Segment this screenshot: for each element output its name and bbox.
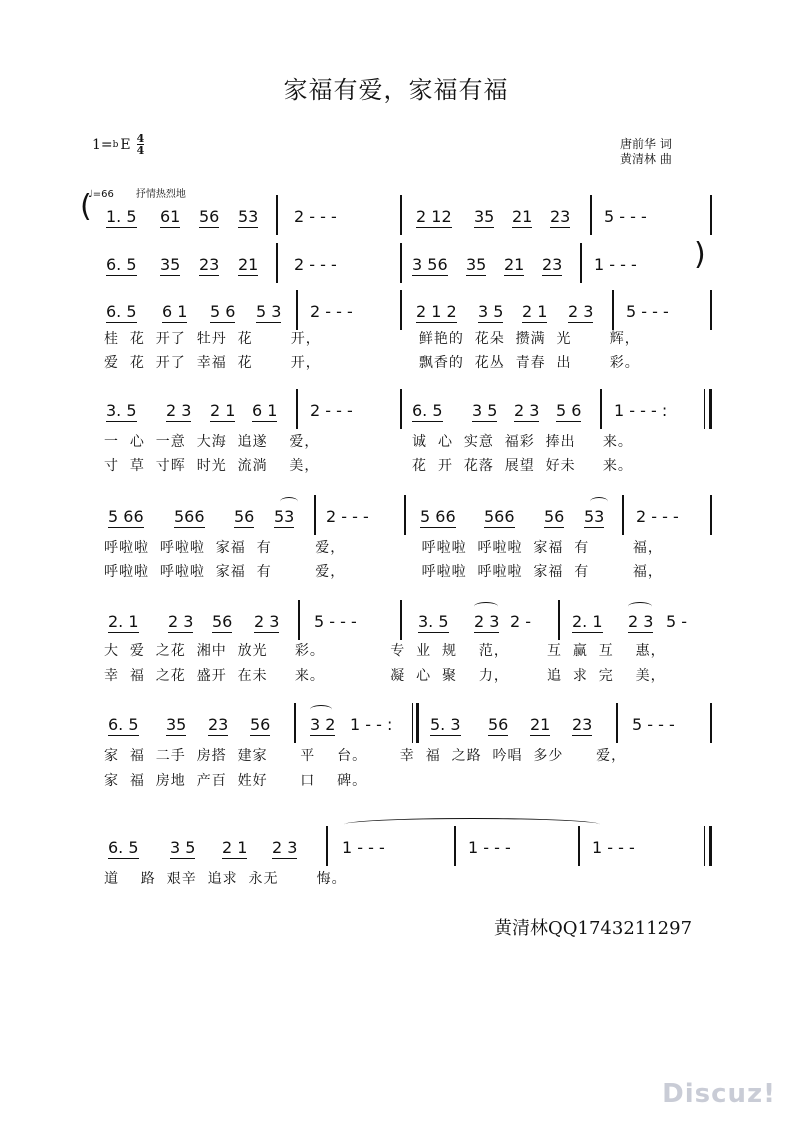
note-group: 35 [166, 715, 187, 734]
tempo-bpm: ♩=66 [88, 189, 114, 200]
barline [710, 195, 712, 235]
note-group: 5 66 [108, 507, 144, 526]
note-group: 2 3 [254, 612, 280, 631]
barline [578, 826, 580, 866]
note-group: 2 - - - [294, 207, 337, 226]
note-group: 6. 5 [106, 302, 137, 321]
note-group: 2 3 [272, 838, 298, 857]
note-group: 5 - - - [626, 302, 669, 321]
note-group: 2 1 2 [416, 302, 457, 321]
note-group: 56 [250, 715, 271, 734]
note-group: 5 6 [210, 302, 236, 321]
note-group: 53 [238, 207, 259, 226]
barline [710, 495, 712, 535]
repeat-paren-open: ( [80, 189, 92, 224]
note-group: 2 - - - [294, 255, 337, 274]
note-group: 5 - - - [632, 715, 675, 734]
barline [710, 290, 712, 330]
barline [400, 243, 402, 283]
note-group: 2 - - - [636, 507, 679, 526]
note-group: 23 [550, 207, 571, 226]
note-group: 566 [174, 507, 205, 526]
tie-mark [628, 602, 652, 611]
note-group: 23 [572, 715, 593, 734]
note-group: 2 3 [168, 612, 194, 631]
tie-mark [590, 497, 608, 506]
note-group: 1 - - - [594, 255, 637, 274]
note-group: 56 [199, 207, 220, 226]
repeat-barline-thick [709, 389, 712, 429]
time-top: 4 [136, 132, 145, 145]
note-group: 3 5 [478, 302, 504, 321]
note-group: 53 [584, 507, 605, 526]
credits [620, 137, 672, 167]
note-group: 2 - [510, 612, 532, 631]
barline [558, 600, 560, 640]
note-group: 56 [544, 507, 565, 526]
repeat-paren-close: ) [694, 237, 706, 272]
barline [314, 495, 316, 535]
note-group: 5 6 [556, 401, 582, 420]
note-group: 1 - - - [468, 838, 511, 857]
note-group: 23 [199, 255, 220, 274]
lyric-verse-1: 呼啦啦 呼啦啦 家福 有 爱， 呼啦啦 呼啦啦 家福 有 福， [104, 540, 663, 556]
note-group: 2 1 [522, 302, 548, 321]
note-group: 3. 5 [106, 401, 137, 420]
key-flat: b [112, 139, 119, 150]
final-barline [704, 826, 705, 866]
lyric-verse-1: 桂 花 开了 牡丹 花 开， 鲜艳的 花朵 攒满 光 辉， [104, 331, 640, 347]
note-group: 5 - - - [604, 207, 647, 226]
time-bottom: 4 [136, 144, 145, 157]
note-group: 3 56 [412, 255, 448, 274]
barline [710, 703, 712, 743]
lyric-verse-2: 寸 草 寸晖 时光 流淌 美， 花 开 花落 展望 好未 来。 [104, 458, 633, 474]
song-title: 家福有爱，家福有福 [283, 76, 509, 104]
note-group: 1. 5 [106, 207, 137, 226]
note-group: 6. 5 [412, 401, 443, 420]
note-group: 1 - - - : [614, 401, 668, 420]
tie-mark [280, 497, 298, 506]
note-group: 2 - - - [310, 401, 353, 420]
note-group: 21 [504, 255, 525, 274]
barline [296, 389, 298, 429]
note-group: 35 [474, 207, 495, 226]
tie-mark [474, 602, 498, 611]
note-group: 5. 3 [430, 715, 461, 734]
note-group: 5 66 [420, 507, 456, 526]
lyric-verse-1: 大 爱 之花 湘中 放光 彩。 专 业 规 范， 互 赢 互 惠， [104, 643, 666, 659]
note-group: 1 - - - [592, 838, 635, 857]
note-group: 56 [488, 715, 509, 734]
note-group: 3 5 [170, 838, 196, 857]
barline [404, 495, 406, 535]
note-group: 6 1 [252, 401, 278, 420]
note-group: 21 [238, 255, 259, 274]
forum-watermark: Discuz! [662, 1079, 776, 1109]
note-group: 56 [234, 507, 255, 526]
tempo-expression: 抒情热烈地 [135, 189, 186, 200]
note-group: 35 [160, 255, 181, 274]
barline [296, 290, 298, 330]
repeat-barline-thick [416, 703, 419, 743]
barline [400, 195, 402, 235]
tie-mark [310, 705, 332, 714]
barline [400, 290, 402, 330]
barline [600, 389, 602, 429]
note-group: 2 1 [210, 401, 236, 420]
barline [326, 826, 328, 866]
repeat-barline [704, 389, 705, 429]
note-group: 1 - - - [342, 838, 385, 857]
repeat-barline [412, 703, 413, 743]
note-group: 2 3 [514, 401, 540, 420]
barline [276, 195, 278, 235]
note-group: 3. 5 [418, 612, 449, 631]
barline [616, 703, 618, 743]
tempo-marking [88, 185, 208, 200]
note-group: 6. 5 [106, 255, 137, 274]
lyric-verse-1: 家 福 二手 房搭 建家 平 台。 幸 福 之路 吟唱 多少 爱， [104, 748, 627, 764]
composer: 黄清林 曲 [620, 152, 672, 166]
barline [580, 243, 582, 283]
barline [612, 290, 614, 330]
tie-mark [344, 818, 600, 831]
note-group: 2 - - - [310, 302, 353, 321]
note-group: 5 - [666, 612, 688, 631]
lyric-verse-1: 道 路 艰辛 追求 永无 悔。 [104, 871, 347, 887]
barline [400, 389, 402, 429]
time-signature [137, 133, 145, 156]
barline [622, 495, 624, 535]
note-group: 21 [530, 715, 551, 734]
note-group: 5 - - - [314, 612, 357, 631]
barline [276, 243, 278, 283]
barline [298, 600, 300, 640]
note-group: 21 [512, 207, 533, 226]
note-group: 23 [208, 715, 229, 734]
lyric-verse-2: 爱 花 开了 幸福 花 开， 飘香的 花丛 青春 出 彩。 [104, 355, 640, 371]
note-group: 5 3 [256, 302, 282, 321]
note-group: 56 [212, 612, 233, 631]
lyric-verse-2: 呼啦啦 呼啦啦 家福 有 爱， 呼啦啦 呼啦啦 家福 有 福， [104, 564, 663, 580]
note-group: 2. 1 [572, 612, 603, 631]
note-group: 6. 5 [108, 715, 139, 734]
lyric-verse-2: 幸 福 之花 盛开 在未 来。 凝 心 聚 力， 追 求 完 美， [104, 668, 666, 684]
barline [454, 826, 456, 866]
note-group: 6 1 [162, 302, 188, 321]
barline [590, 195, 592, 235]
note-group: 61 [160, 207, 181, 226]
note-group: 2 3 [568, 302, 594, 321]
note-group: 2 3 [628, 612, 654, 631]
lyric-verse-2: 家 福 房地 产百 姓好 口 碑。 [104, 773, 368, 789]
lyric-verse-1: 一 心 一意 大海 追遂 爱， 诚 心 实意 福彩 捧出 来。 [104, 434, 633, 450]
key-signature [92, 133, 144, 156]
note-group: 6. 5 [108, 838, 139, 857]
composer-signature: 黄清林QQ1743211297 [494, 918, 693, 939]
note-group: 53 [274, 507, 295, 526]
note-group: 2 3 [474, 612, 500, 631]
note-group: 23 [542, 255, 563, 274]
note-group: 2. 1 [108, 612, 139, 631]
note-group: 35 [466, 255, 487, 274]
note-group: 1 - - : [350, 715, 393, 734]
note-group: 2 12 [416, 207, 452, 226]
note-group: 2 3 [166, 401, 192, 420]
note-group: 566 [484, 507, 515, 526]
note-group: 3 5 [472, 401, 498, 420]
note-group: 2 - - - [326, 507, 369, 526]
key-note: E [120, 136, 131, 153]
note-group: 3 2 [310, 715, 336, 734]
final-barline-thick [709, 826, 712, 866]
barline [400, 600, 402, 640]
barline [294, 703, 296, 743]
note-group: 2 1 [222, 838, 248, 857]
lyricist: 唐前华 词 [620, 137, 672, 151]
key-label: 1= [92, 136, 113, 153]
